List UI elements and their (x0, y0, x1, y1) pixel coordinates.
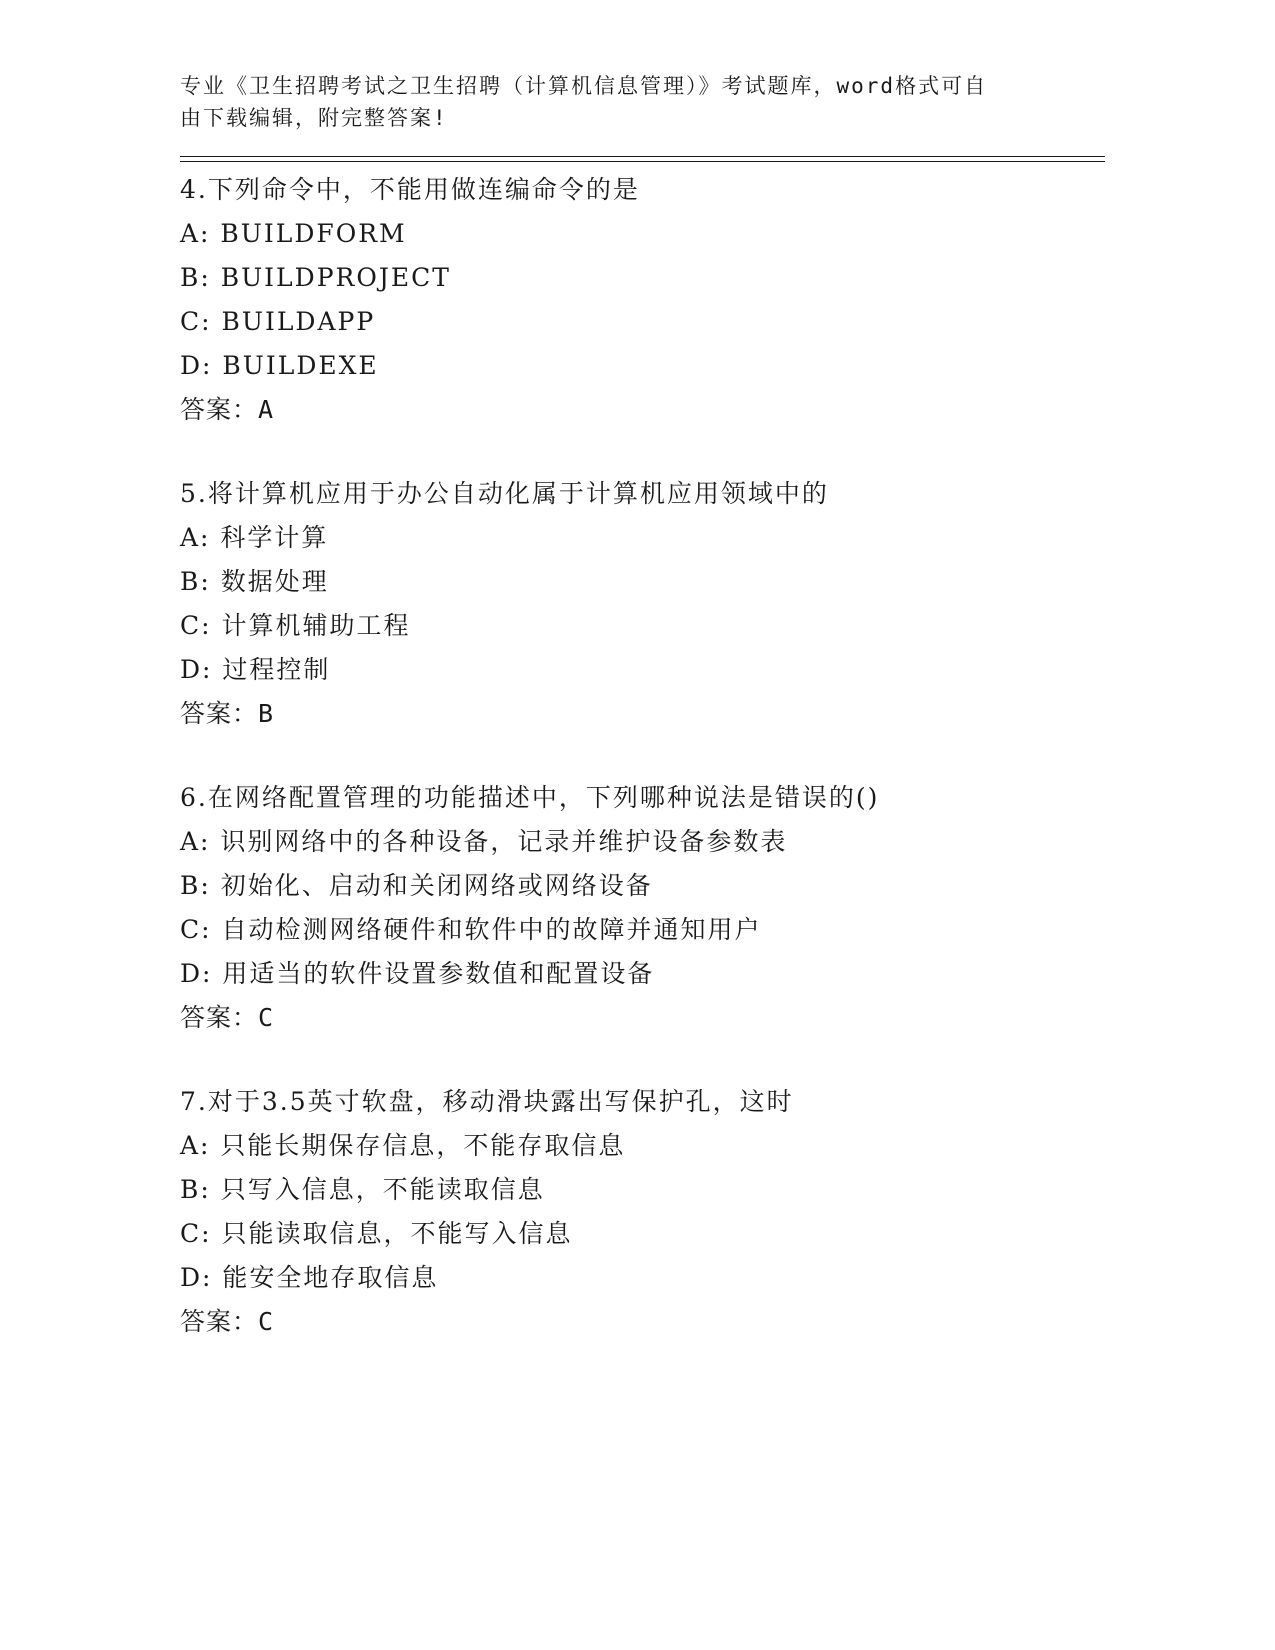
header-line-1: 专业《卫生招聘考试之卫生招聘（计算机信息管理）》考试题库，word格式可自 (180, 74, 988, 98)
option-b: B: 数据处理 (180, 567, 329, 596)
option-d: D: 能安全地存取信息 (180, 1263, 439, 1292)
question-spacer (180, 736, 1105, 776)
option-a: A: 科学计算 (180, 523, 329, 552)
option-d: D: 过程控制 (180, 655, 331, 684)
option-b: B: 初始化、启动和关闭网络或网络设备 (180, 871, 653, 900)
header-line-2: 由下载编辑，附完整答案! (180, 106, 448, 130)
option-d: D: BUILDEXE (180, 351, 379, 380)
answer-line: 答案：C (180, 1003, 275, 1032)
answer-line: 答案：C (180, 1307, 275, 1336)
option-a: A: 识别网络中的各种设备，记录并维护设备参数表 (180, 827, 788, 856)
question-4 (180, 168, 1105, 432)
question-stem: 4.下列命令中，不能用做连编命令的是 (180, 175, 640, 204)
option-a: A: BUILDFORM (180, 219, 407, 248)
option-c: C: 只能读取信息，不能写入信息 (180, 1219, 573, 1248)
document-header (180, 70, 1030, 134)
question-stem: 6.在网络配置管理的功能描述中，下列哪种说法是错误的() (180, 783, 880, 812)
option-b: B: BUILDPROJECT (180, 263, 451, 292)
question-stem: 5.将计算机应用于办公自动化属于计算机应用领域中的 (180, 479, 829, 508)
answer-line: 答案：B (180, 699, 275, 728)
question-spacer (180, 1040, 1105, 1080)
question-spacer (180, 432, 1105, 472)
answer-line: 答案：A (180, 395, 275, 424)
question-stem: 7.对于3.5英寸软盘，移动滑块露出写保护孔，这时 (180, 1087, 794, 1116)
question-5 (180, 472, 1105, 736)
header-divider (180, 156, 1105, 162)
option-a: A: 只能长期保存信息，不能存取信息 (180, 1131, 626, 1160)
option-c: C: 自动检测网络硬件和软件中的故障并通知用户 (180, 915, 762, 944)
document-page (180, 70, 1105, 1344)
option-b: B: 只写入信息，不能读取信息 (180, 1175, 545, 1204)
question-6 (180, 776, 1105, 1040)
option-c: C: 计算机辅助工程 (180, 611, 411, 640)
option-d: D: 用适当的软件设置参数值和配置设备 (180, 959, 655, 988)
question-7 (180, 1080, 1105, 1344)
option-c: C: BUILDAPP (180, 307, 376, 336)
